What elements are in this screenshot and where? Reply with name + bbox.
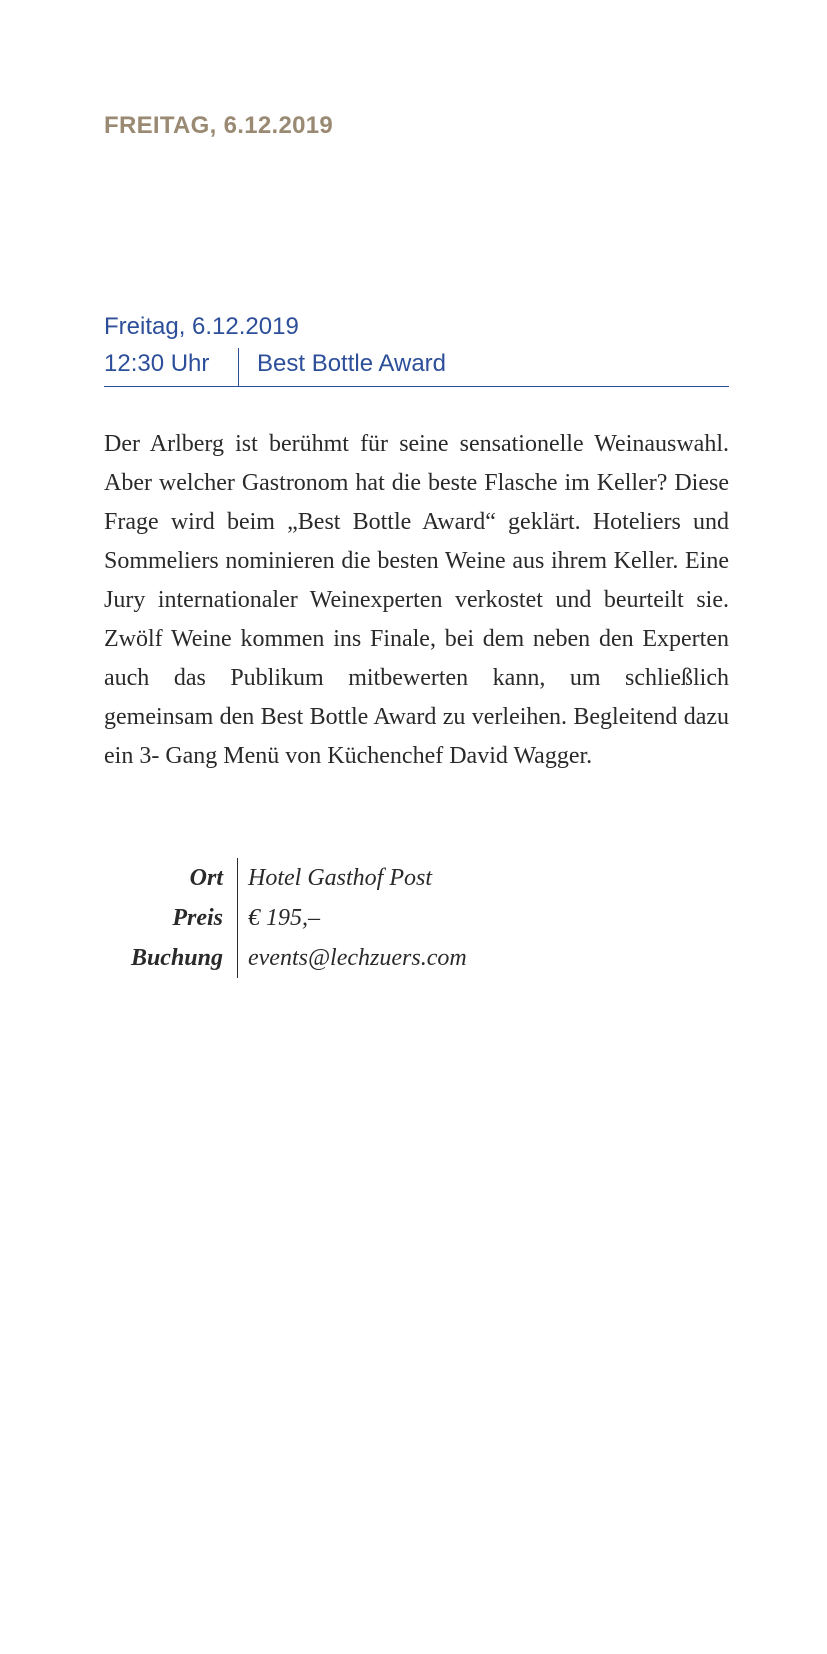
event-time-title-row xyxy=(104,346,729,387)
event-details xyxy=(104,858,554,978)
event-header xyxy=(104,310,729,387)
detail-row-location xyxy=(104,858,554,898)
event-title: Best Bottle Award xyxy=(257,350,446,377)
detail-row-booking xyxy=(104,938,554,978)
detail-label-booking: Buchung xyxy=(130,944,223,971)
event-date: Freitag, 6.12.2019 xyxy=(104,313,299,340)
event-time: 12:30 Uhr xyxy=(104,350,210,377)
detail-label-price: Preis xyxy=(172,904,223,931)
event-description: Der Arlberg ist berühmt für seine sensationelle Weinauswahl. Aber welcher Gastronom hat die beste Flasche im Keller? Diese Frage wird beim „Best Bottle Award“ geklärt. Hoteliers und Sommeliers nominieren die besten Weine aus ihrem Keller. Eine Jury internationaler Weinexperten verkostet und beurteilt sie. Zwölf Weine kommen ins Finale, bei dem neben den Experten auch das Publikum mitbewerten kann, um schließlich gemeinsam den Best Bottle Award zu verleihen. Begleitend dazu ein 3- Gang Menü von Küchenchef David Wagger. xyxy=(104,431,729,769)
day-heading: FREITAG, 6.12.2019 xyxy=(104,112,334,139)
detail-value-location: Hotel Gasthof Post xyxy=(248,864,432,891)
detail-value-booking-email[interactable]: events@lechzuers.com xyxy=(248,944,467,971)
detail-label-location: Ort xyxy=(189,864,223,891)
detail-value-price: € 195,– xyxy=(248,904,320,931)
detail-row-price xyxy=(104,898,554,938)
